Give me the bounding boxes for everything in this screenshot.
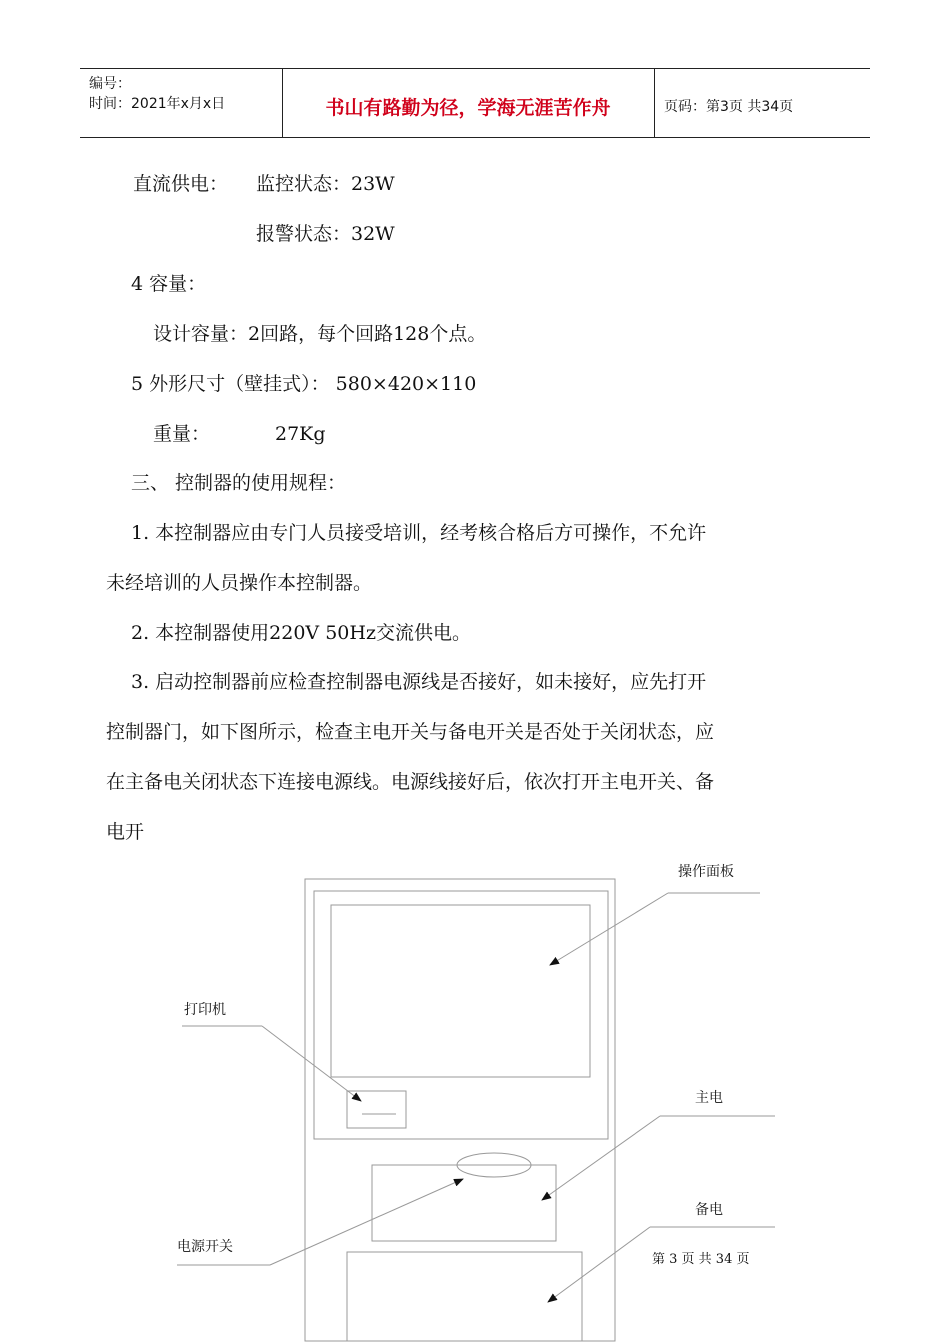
document-number-label: 编号： [89, 76, 131, 92]
header-motto: 书山有路勤为径，学海无涯苦作舟 [325, 97, 611, 119]
cabinet-outline [305, 879, 615, 1341]
label-backup-power: 备电 [695, 1202, 723, 1218]
weight-value: 27Kg [275, 423, 326, 445]
label-main-power: 主电 [695, 1090, 723, 1106]
backup-compartment-box [347, 1252, 582, 1341]
item-3-line-3: 在主备电关闭状态下连接电源线。电源线接好后，依次打开主电开关、备 [106, 771, 715, 793]
upper-door-frame [314, 891, 608, 1139]
section-three-heading: 三、 控制器的使用规程： [131, 472, 347, 494]
capacity-heading: 4 容量： [131, 273, 207, 295]
operation-panel-box [331, 905, 590, 1077]
document-date: 时间：2021年x月x日 [89, 96, 226, 112]
header-page-number: 页码：第3页 共34页 [664, 99, 794, 115]
item-3-line-4: 电开 [106, 821, 145, 843]
item-3-line-1: 3. 启动控制器前应检查控制器电源线是否接好，如未接好，应先打开 [131, 671, 707, 693]
label-power-switch: 电源开关 [177, 1239, 233, 1255]
item-1-line-1: 1. 本控制器应由专门人员接受培训，经考核合格后方可操作，不允许 [131, 522, 707, 544]
power-switch-box [372, 1165, 556, 1241]
main-power-leader-arrow [542, 1116, 660, 1200]
item-1-line-2: 未经培训的人员操作本控制器。 [106, 572, 373, 594]
panel-leader-arrow [550, 893, 668, 965]
capacity-detail: 设计容量：2回路，每个回路128个点。 [153, 323, 487, 345]
monitor-state-text: 监控状态：23W [256, 173, 395, 195]
label-printer: 打印机 [184, 1002, 226, 1018]
backup-power-leader-arrow [548, 1227, 650, 1302]
item-2: 2. 本控制器使用220V 50Hz交流供电。 [131, 622, 471, 644]
printer-leader-arrow [262, 1026, 361, 1101]
footer-page-number: 第 3 页 共 34 页 [652, 1252, 750, 1267]
alarm-state-text: 报警状态：32W [256, 223, 395, 245]
dimension-text: 5 外形尺寸（壁挂式）： 580×420×110 [131, 373, 477, 395]
label-operation-panel: 操作面板 [678, 864, 734, 880]
dc-power-label: 直流供电： [133, 173, 229, 195]
weight-label: 重量： [153, 423, 211, 445]
item-3-line-2: 控制器门，如下图所示，检查主电开关与备电开关是否处于关闭状态，应 [106, 721, 715, 743]
